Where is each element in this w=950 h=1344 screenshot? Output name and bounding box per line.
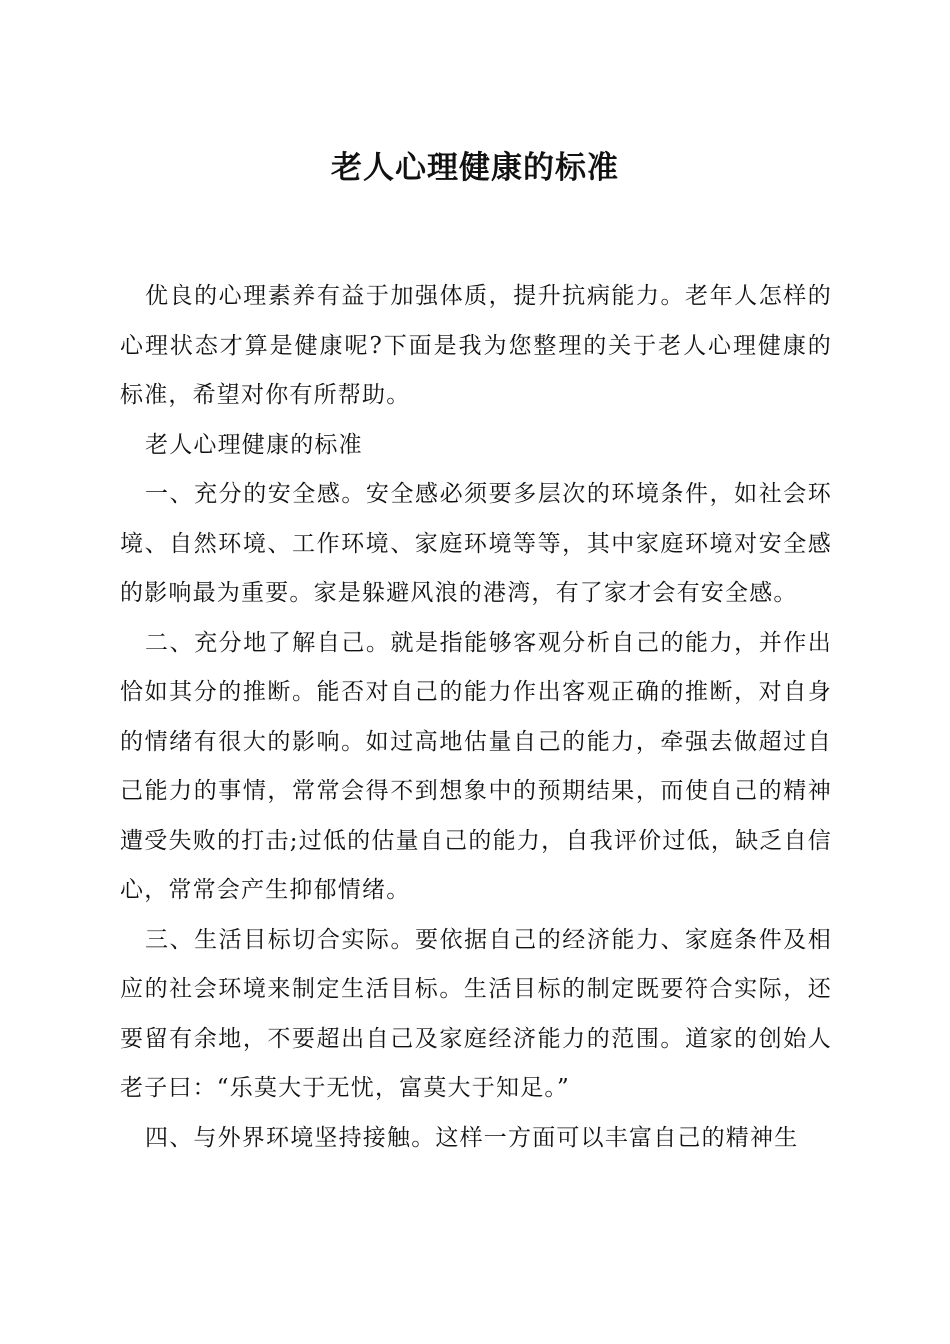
point-4-paragraph: 四、与外界环境坚持接触。这样一方面可以丰富自己的精神生 bbox=[145, 1124, 799, 1151]
point-3-paragraph: 三、生活目标切合实际。要依据自己的经济能力、家庭条件及相应的社会环境来制定生活目标。生活目标的制定既要符合实际，还要留有余地，不要超出自己及家庭经济能力的范围。道家的创始人老子曰：“乐莫大于无忧，富莫大于知足。” bbox=[120, 926, 832, 1101]
document-body bbox=[120, 272, 832, 1163]
intro-paragraph: 优良的心理素养有益于加强体质，提升抗病能力。老年人怎样的心理状态才算是健康呢?下面是我为您整理的关于老人心理健康的标准，希望对你有所帮助。 bbox=[120, 283, 832, 408]
point-1-paragraph: 一、充分的安全感。安全感必须要多层次的环境条件，如社会环境、自然环境、工作环境、家庭环境等等，其中家庭环境对安全感的影响最为重要。家是躲避风浪的港湾，有了家才会有安全感。 bbox=[120, 481, 832, 606]
point-2-paragraph: 二、充分地了解自己。就是指能够客观分析自己的能力，并作出恰如其分的推断。能否对自己的能力作出客观正确的推断，对自身的情绪有很大的影响。如过高地估量自己的能力，牵强去做超过自己能力的事情，常常会得不到想象中的预期结果，而使自己的精神遭受失败的打击;过低的估量自己的能力，自我评价过低，缺乏自信心，常常会产生抑郁情绪。 bbox=[120, 629, 832, 903]
section-heading: 老人心理健康的标准 bbox=[145, 431, 363, 458]
document-title: 老人心理健康的标准 bbox=[331, 150, 619, 186]
